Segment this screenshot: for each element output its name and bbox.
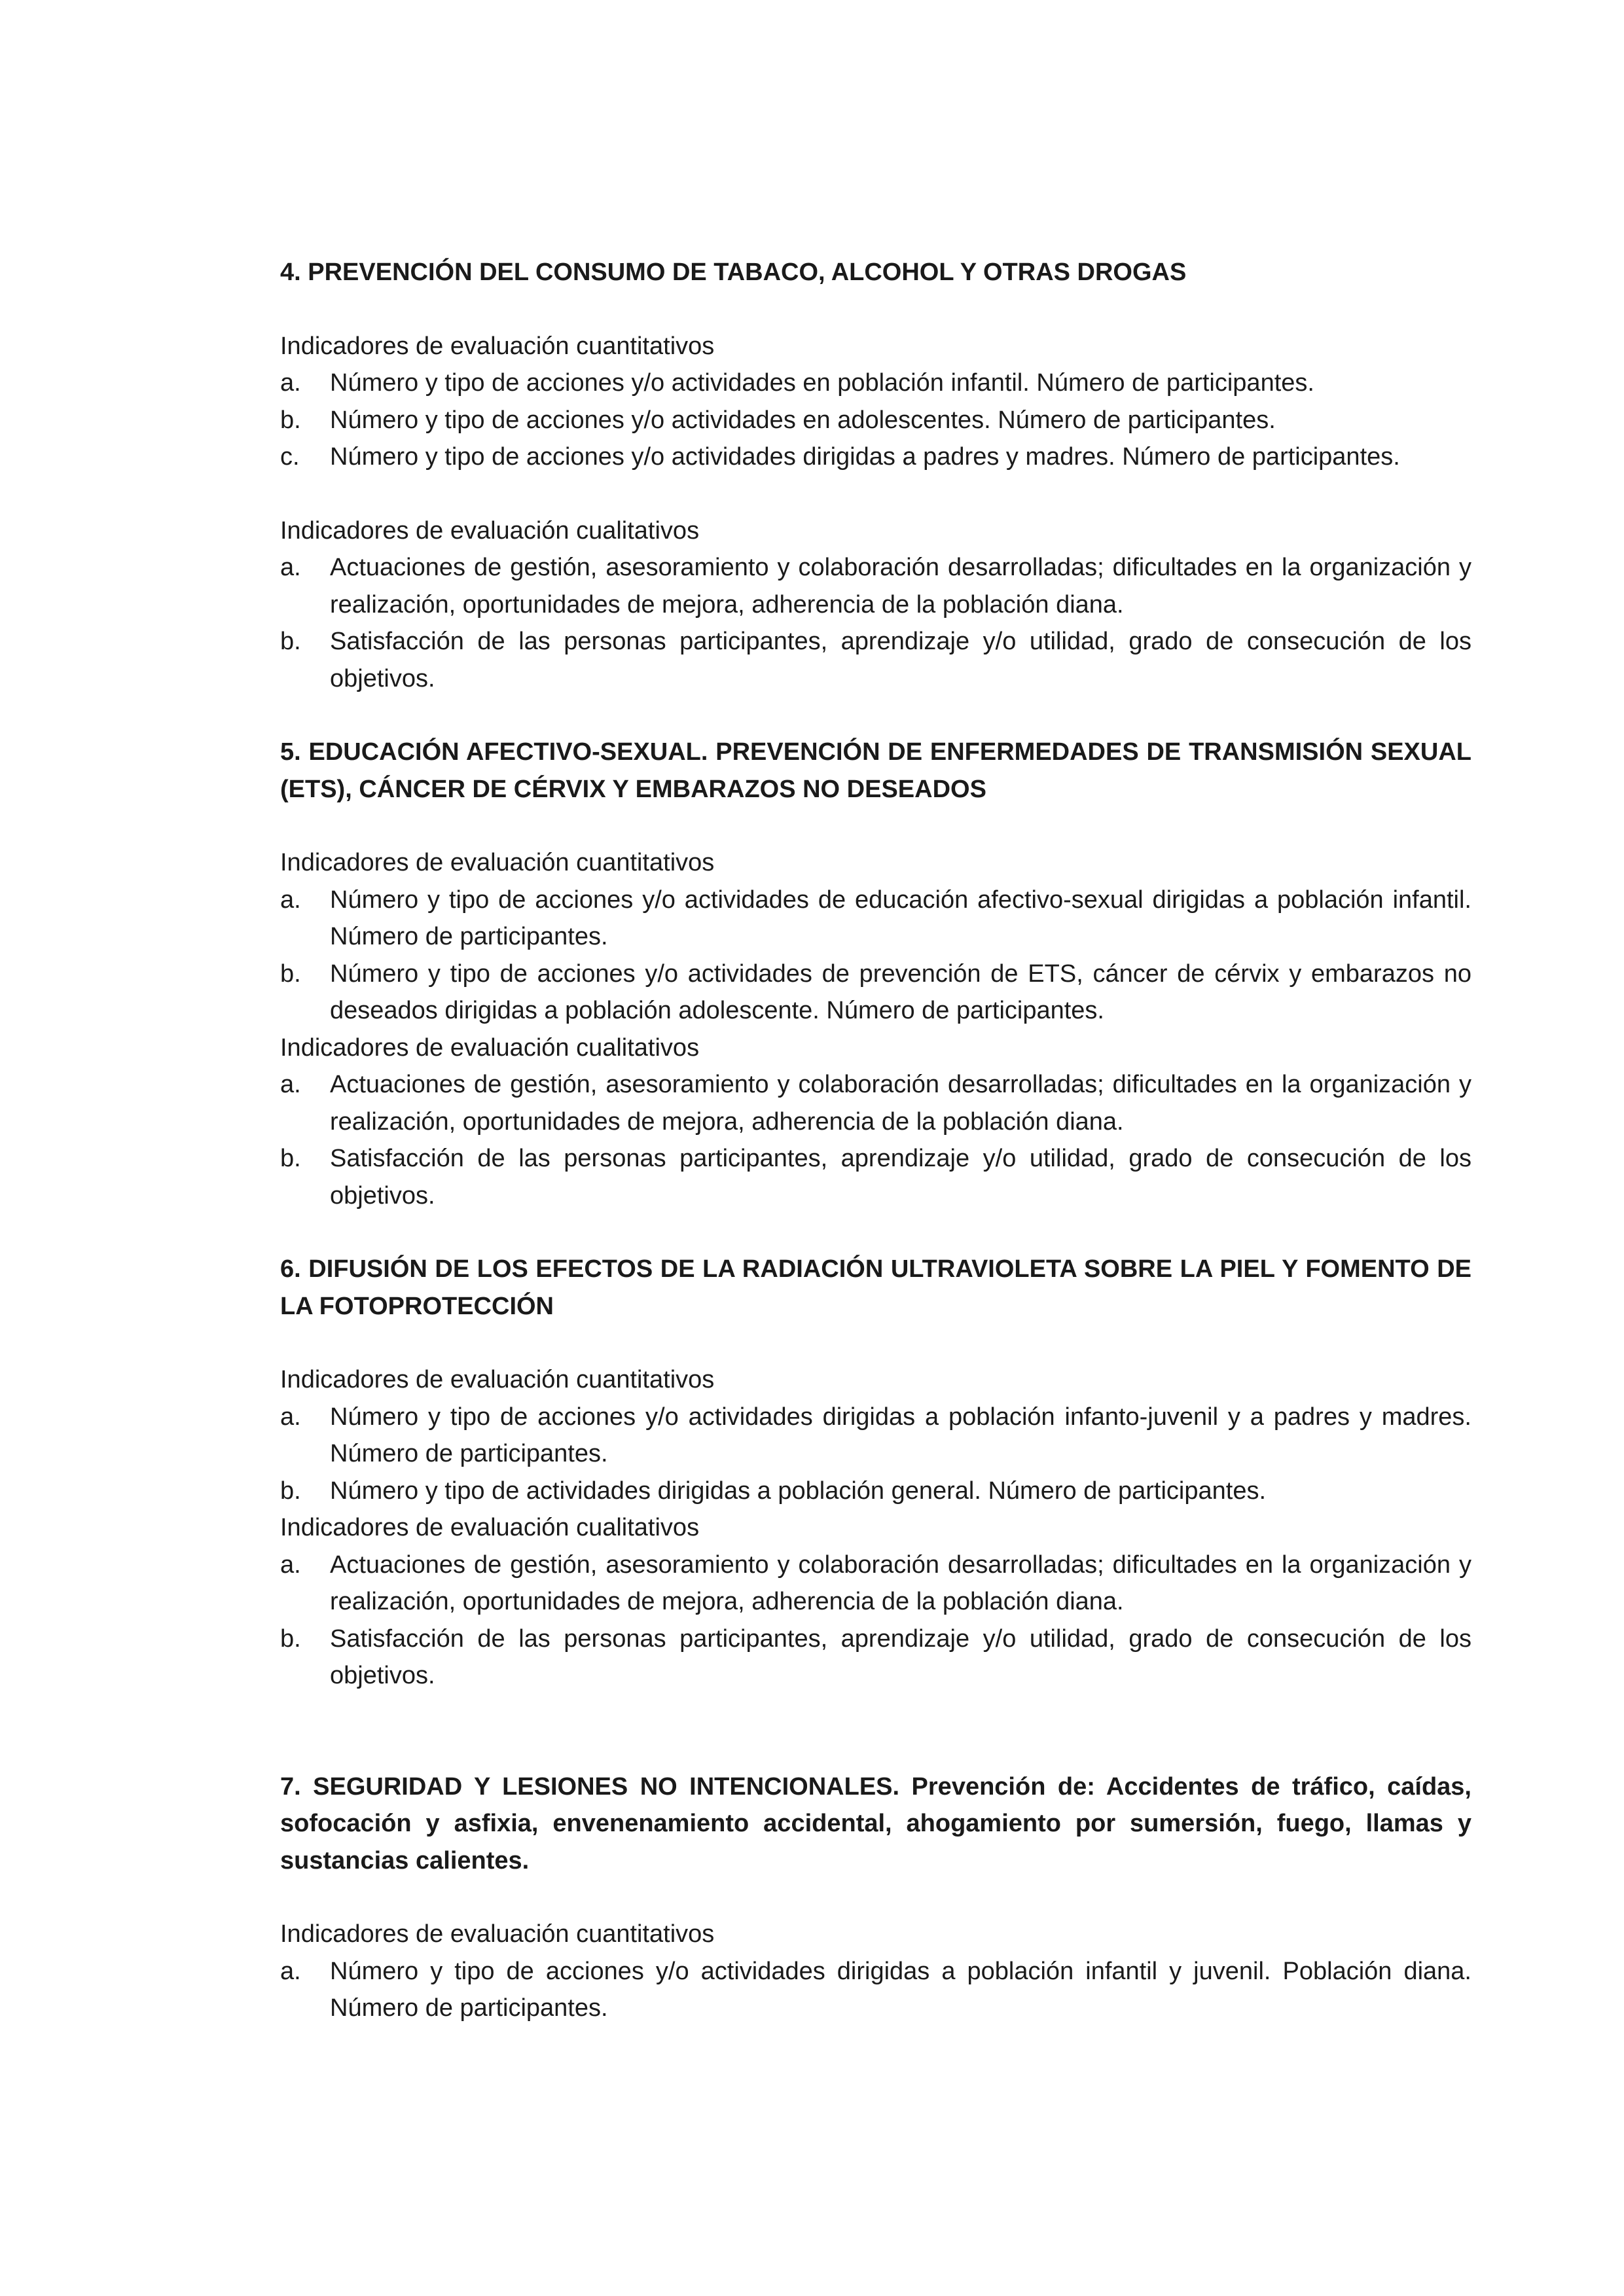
list-item (280, 1547, 1471, 1621)
list-marker: b. (280, 1477, 301, 1505)
list-marker: a. (280, 886, 301, 914)
quantitative-indicators-label: Indicadores de evaluación cuantitativos (280, 849, 715, 876)
list-item-text: Satisfacción de las personas participantes, aprendizaje y/o utilidad, grado de consecución de los objetivos. (330, 628, 1471, 692)
list-item (280, 1953, 1471, 2027)
quantitative-indicators-label: Indicadores de evaluación cuantitativos (280, 332, 715, 360)
list-item (280, 882, 1471, 956)
list-marker: a. (280, 1957, 301, 1985)
list-item (280, 1066, 1471, 1140)
list-marker: b. (280, 628, 301, 655)
list-item (280, 365, 1471, 402)
list-item-text: Número y tipo de acciones y/o actividades en población infantil. Número de participantes. (330, 369, 1314, 397)
list-item-text: Número y tipo de actividades dirigidas a población general. Número de participantes. (330, 1477, 1267, 1505)
list-item-text: Actuaciones de gestión, asesoramiento y colaboración desarrolladas; dificultades en la organización y realización, oportunidades de mejora, adherencia de la población diana. (330, 1071, 1471, 1136)
quantitative-indicators-label: Indicadores de evaluación cuantitativos (280, 1920, 715, 1948)
list-marker: b. (280, 960, 301, 988)
list-marker: a. (280, 369, 301, 397)
list-item (280, 623, 1471, 697)
list-marker: a. (280, 554, 301, 581)
quantitative-indicators-label: Indicadores de evaluación cuantitativos (280, 1366, 715, 1393)
list-marker: b. (280, 1145, 301, 1172)
list-item (280, 956, 1471, 1030)
section-title: 5. EDUCACIÓN AFECTIVO-SEXUAL. PREVENCIÓN DE ENFERMEDADES DE TRANSMISIÓN SEXUAL (ETS), CÁNCER DE CÉRVIX Y EMBARAZOS NO DESEADOS (280, 738, 1471, 803)
list-item-text: Número y tipo de acciones y/o actividades de educación afectivo-sexual dirigidas a población infantil. Número de participantes. (330, 886, 1471, 950)
list-marker: b. (280, 406, 301, 434)
section-title: 6. DIFUSIÓN DE LOS EFECTOS DE LA RADIACIÓN ULTRAVIOLETA SOBRE LA PIEL Y FOMENTO DE LA FOTOPROTECCIÓN (280, 1255, 1471, 1320)
list-item (280, 402, 1471, 439)
section-title: 4. PREVENCIÓN DEL CONSUMO DE TABACO, ALCOHOL Y OTRAS DROGAS (280, 259, 1187, 286)
list-item-text: Número y tipo de acciones y/o actividades dirigidas a población infanto-juvenil y a padres y madres. Número de participantes. (330, 1403, 1471, 1467)
list-item-text: Actuaciones de gestión, asesoramiento y colaboración desarrolladas; dificultades en la organización y realización, oportunidades de mejora, adherencia de la población diana. (330, 1551, 1471, 1615)
list-item (280, 439, 1471, 476)
qualitative-indicators-label: Indicadores de evaluación cualitativos (280, 1514, 700, 1541)
list-item-text: Satisfacción de las personas participantes, aprendizaje y/o utilidad, grado de consecución de los objetivos. (330, 1145, 1471, 1210)
list-item-text: Número y tipo de acciones y/o actividades de prevención de ETS, cáncer de cérvix y embarazos no deseados dirigidas a población adolescente. Número de participantes. (330, 960, 1471, 1024)
document-page (280, 254, 1471, 2027)
list-item-text: Número y tipo de acciones y/o actividades en adolescentes. Número de participantes. (330, 406, 1276, 434)
section-7 (280, 1768, 1471, 2027)
qualitative-indicators-label: Indicadores de evaluación cualitativos (280, 516, 700, 545)
section-5 (280, 734, 1471, 1214)
list-marker: b. (280, 1624, 301, 1653)
qualitative-indicators-label: Indicadores de evaluación cualitativos (280, 1033, 700, 1062)
list-item (280, 1140, 1471, 1214)
list-item-text: Número y tipo de acciones y/o actividades dirigidas a padres y madres. Número de participantes. (330, 443, 1400, 471)
list-item (280, 549, 1471, 623)
list-marker: c. (280, 443, 300, 471)
section-6 (280, 1251, 1471, 1695)
list-item (280, 1621, 1471, 1695)
list-marker: a. (280, 1071, 301, 1098)
list-item-text: Número y tipo de acciones y/o actividades dirigidas a población infantil y juvenil. Población diana. Número de participantes. (330, 1957, 1471, 2022)
section-4 (280, 254, 1471, 697)
list-item-text: Satisfacción de las personas participantes, aprendizaje y/o utilidad, grado de consecución de los objetivos. (330, 1624, 1471, 1689)
list-marker: a. (280, 1403, 301, 1431)
section-title: 7. SEGURIDAD Y LESIONES NO INTENCIONALES. Prevención de: Accidentes de tráfico, caídas, sofocación y asfixia, envenenamiento accidental, ahogamiento por sumersión, fuego, llamas y sustancias calientes. (280, 1772, 1471, 1874)
list-marker: a. (280, 1551, 301, 1579)
list-item (280, 1399, 1471, 1473)
list-item (280, 1473, 1471, 1510)
list-item-text: Actuaciones de gestión, asesoramiento y colaboración desarrolladas; dificultades en la organización y realización, oportunidades de mejora, adherencia de la población diana. (330, 554, 1471, 619)
